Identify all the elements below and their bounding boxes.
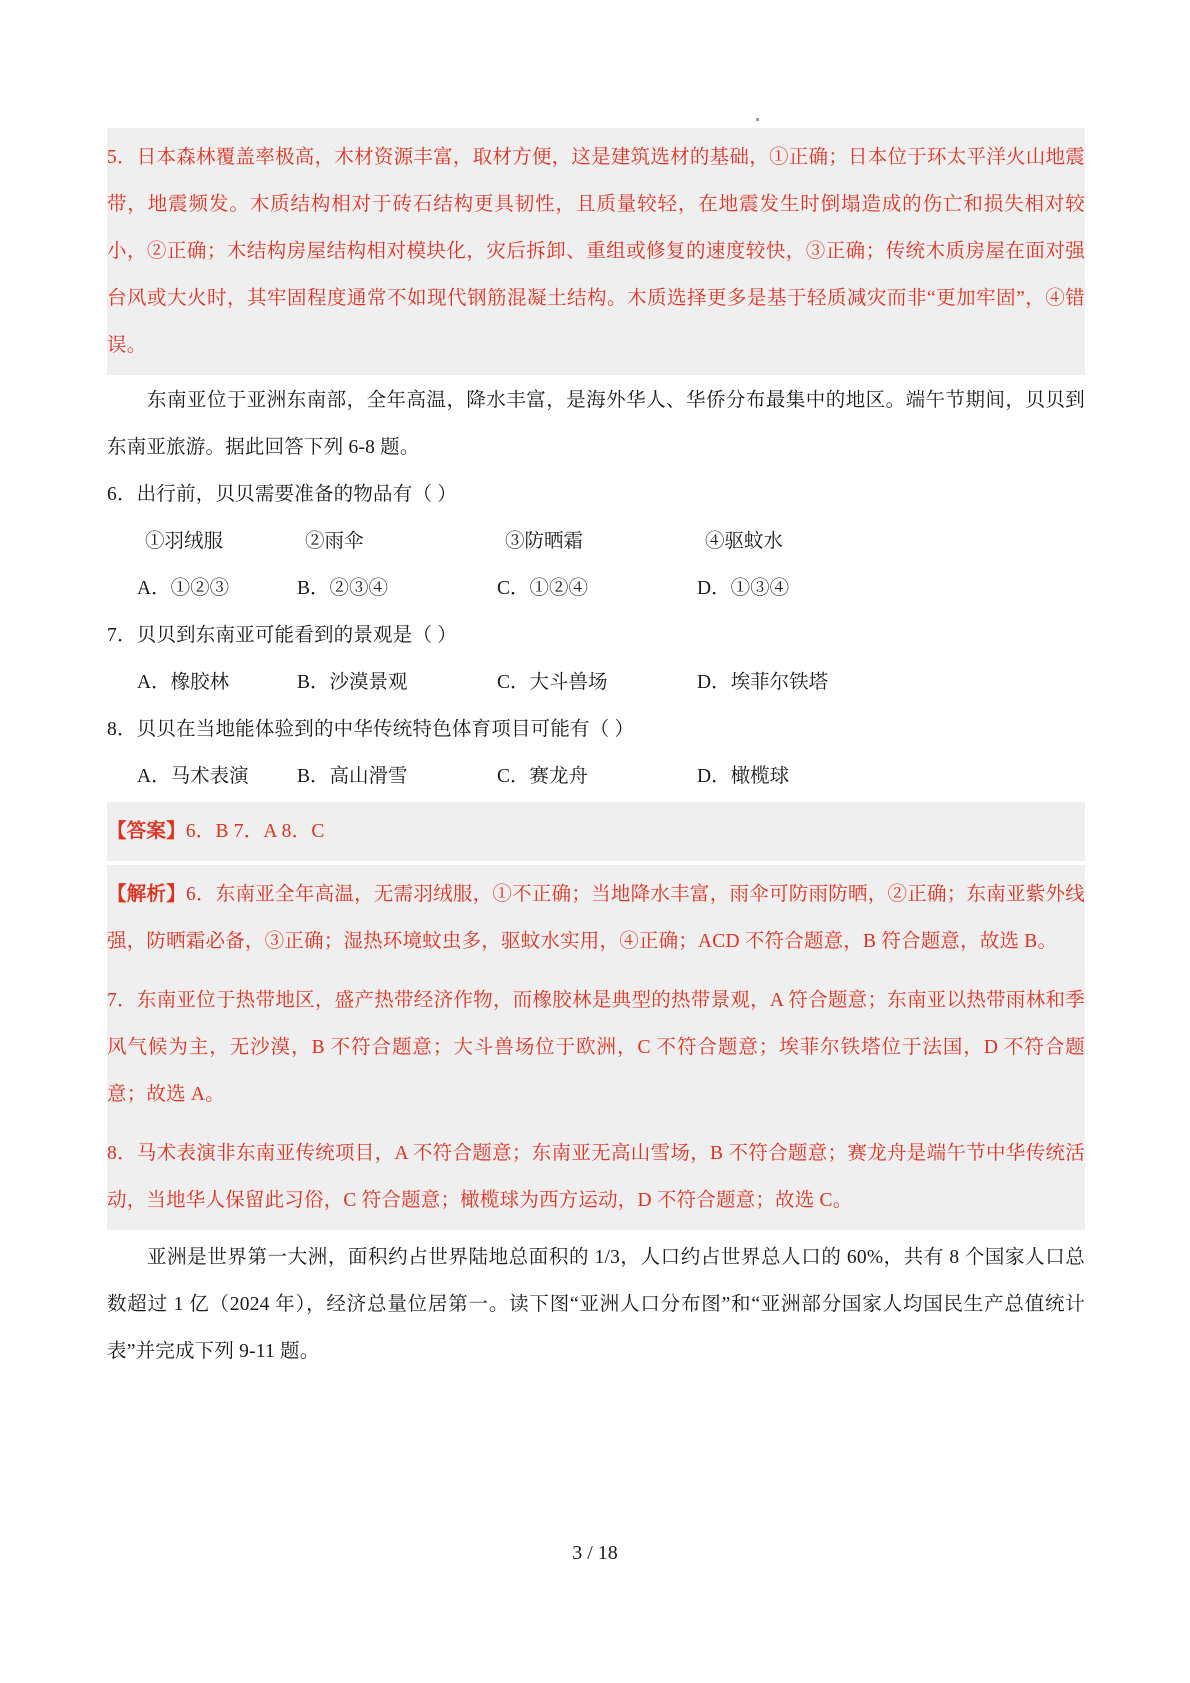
question-6-item-1: ①羽绒服	[145, 531, 224, 552]
question-7-option-a[interactable]: A．橡胶林	[137, 672, 230, 693]
question-6-stem: 6．出行前，贝贝需要准备的物品有（ ）	[107, 484, 457, 505]
question-7-option-c[interactable]: C．大斗兽场	[497, 672, 608, 693]
analysis-q8-text: 8．马术表演非东南亚传统项目，A 不符合题意；东南亚无高山雪场，B 不符合题意；赛龙舟是端午节中华传统活动，当地华人保留此习俗，C 符合题意；橄榄球为西方运动，D 不符合题意；故选 C。	[107, 1143, 1085, 1211]
question-6-options	[107, 565, 1085, 612]
answer-block	[107, 802, 1085, 861]
question-6-item-2: ②雨伞	[305, 531, 364, 552]
question-6-items	[107, 518, 1085, 565]
page-content	[107, 128, 1085, 1375]
question-8-option-c[interactable]: C．赛龙舟	[497, 766, 589, 787]
answer-label: 【答案】	[107, 821, 186, 842]
question-7-option-b[interactable]: B．沙漠景观	[297, 672, 408, 693]
question-8-stem: 8．贝贝在当地能体验到的中华传统特色体育项目可能有（ ）	[107, 719, 635, 740]
passage-southeast-asia: 东南亚位于亚洲东南部，全年高温，降水丰富，是海外华人、华侨分布最集中的地区。端午节期间，贝贝到东南亚旅游。据此回答下列 6-8 题。	[107, 390, 1085, 458]
question-7-stem: 7．贝贝到东南亚可能看到的景观是（ ）	[107, 625, 457, 646]
question-7-option-d[interactable]: D．埃菲尔铁塔	[697, 672, 829, 693]
analysis-q6	[107, 871, 1085, 965]
answer-values: 6．B 7．A 8．C	[185, 821, 325, 842]
question-6-option-c[interactable]: C．①②④	[497, 578, 589, 599]
question-6-option-b[interactable]: B．②③④	[297, 578, 389, 599]
analysis-block	[107, 865, 1085, 1230]
explanation-block-q5	[107, 128, 1085, 375]
analysis-q7-text: 7．东南亚位于热带地区，盛产热带经济作物，而橡胶林是典型的热带景观，A 符合题意；东南亚以热带雨林和季风气候为主，无沙漠，B 不符合题意；大斗兽场位于欧洲，C 不符合题意；埃菲尔铁塔位于法国，D 不符合题意；故选 A。	[107, 990, 1085, 1105]
question-8-option-b[interactable]: B．高山滑雪	[297, 766, 408, 787]
analysis-q6-text: 6．东南亚全年高温，无需羽绒服，①不正确；当地降水丰富，雨伞可防雨防晒，②正确；东南亚紫外线强，防晒霜必备，③正确；湿热环境蚊虫多，驱蚊水实用，④正确；ACD 不符合题意，B 符合题意，故选 B。	[107, 884, 1085, 952]
page-artifact-dot	[756, 118, 759, 121]
question-6-item-3: ③防晒霜	[505, 531, 584, 552]
explanation-q5-text: 5．日本森林覆盖率极高，木材资源丰富，取材方便，这是建筑选材的基础，①正确；日本位于环太平洋火山地震带，地震频发。木质结构相对于砖石结构更具韧性，且质量较轻，在地震发生时倒塌造成的伤亡和损失相对较小，②正确；木结构房屋结构相对模块化，灾后拆卸、重组或修复的速度较快，③正确；传统木质房屋在面对强台风或大火时，其牢固程度通常不如现代钢筋混凝土结构。木质选择更多是基于轻质减灾而非“更加牢固”，④错误。	[107, 147, 1085, 356]
page-footer: 3 / 18	[572, 1542, 618, 1564]
question-8-option-a[interactable]: A．马术表演	[137, 766, 249, 787]
answer-line	[107, 808, 1085, 855]
question-6-option-d[interactable]: D．①③④	[697, 578, 790, 599]
question-6-item-4: ④驱蚊水	[705, 531, 784, 552]
question-8-options	[107, 753, 1085, 800]
question-6-option-a[interactable]: A．①②③	[137, 578, 230, 599]
analysis-label: 【解析】	[107, 884, 187, 905]
question-7-options	[107, 659, 1085, 706]
passage-asia: 亚洲是世界第一大洲，面积约占世界陆地总面积的 1/3，人口约占世界总人口的 60%，共有 8 个国家人口总数超过 1 亿（2024 年），经济总量位居第一。读下图“亚洲人口分布图”和“亚洲部分国家人均国民生产总值统计表”并完成下列 9-11 题。	[107, 1247, 1085, 1362]
question-8-option-d[interactable]: D．橄榄球	[697, 766, 790, 787]
